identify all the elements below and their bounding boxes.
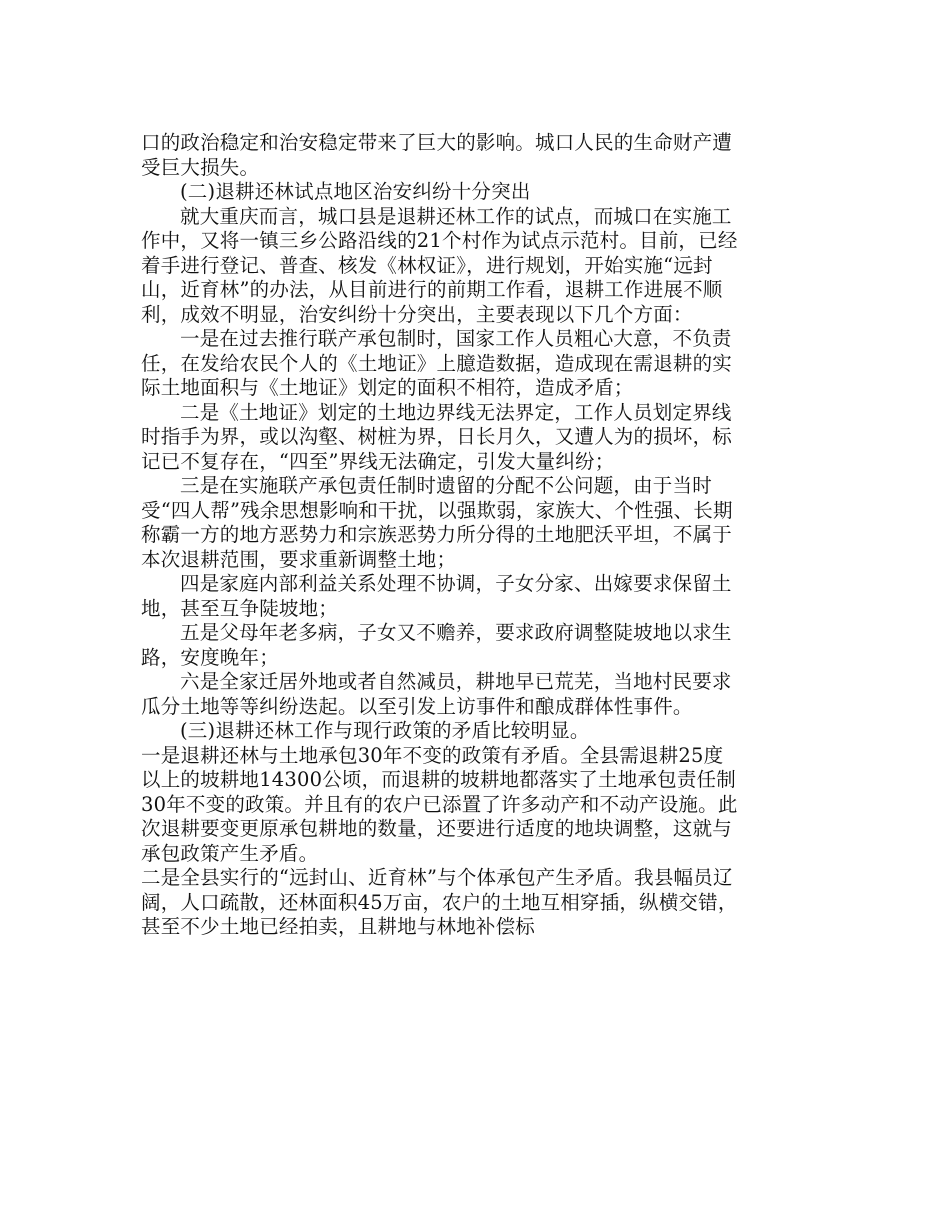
- section-heading-2: (二)退耕还林试点地区治安纠纷十分突出: [180, 180, 531, 203]
- paragraph-policy-1: 一是退耕还林与土地承包30年不变的政策有矛盾。全县需退耕25度以上的坡耕地14300公顷，而退耕的坡耕地都落实了土地承包责任制30年不变的政策。并且有的农户已添置了许多动产和不动产设施。此次退耕要变更原承包耕地的数量，还要进行适度的地块调整，这就与承包政策产生矛盾。: [141, 743, 738, 865]
- paragraph-continuation: 口的政治稳定和治安稳定带来了巨大的影响。城口人民的生命财产遭受巨大损失。: [141, 131, 733, 179]
- document-body: [141, 131, 741, 940]
- paragraph-point-4: 四是家庭内部利益关系处理不协调，子女分家、出嫁要求保留土地，甚至互争陡坡地；: [141, 572, 732, 620]
- paragraph-point-3: 三是在实施联产承包责任制时遗留的分配不公问题，由于当时受“四人帮”残余思想影响和干扰，以强欺弱，家族大、个性强、长期称霸一方的地方恶势力和宗族恶势力所分得的土地肥沃平坦，不属于本次退耕范围，要求重新调整土地；: [141, 474, 733, 571]
- section-heading-3: (三)退耕还林工作与现行政策的矛盾比较明显。: [180, 719, 590, 742]
- paragraph-point-6: 六是全家迁居外地或者自然减员，耕地早已荒芜，当地村民要求瓜分土地等等纠纷迭起。以至引发上访事件和酿成群体性事件。: [141, 670, 732, 718]
- paragraph-intro: 就大重庆而言，城口县是退耕还林工作的试点，而城口在实施工作中，又将一镇三乡公路沿线的21个村作为试点示范村。目前，已经着手进行登记、普查、核发《林权证》，进行规划，开始实施“远封山，近育林”的办法，从目前进行的前期工作看，退耕工作进展不顺利，成效不明显，治安纠纷十分突出，主要表现以下几个方面：: [141, 204, 738, 326]
- paragraph-point-5: 五是父母年老多病，子女又不赡养，要求政府调整陡坡地以求生路，安度晚年；: [141, 621, 732, 669]
- paragraph-policy-2: 二是全县实行的“远封山、近育林”与个体承包产生矛盾。我县幅员辽阔，人口疏散，还林面积45万亩，农户的土地互相穿插，纵横交错，甚至不少土地已经拍卖，且耕地与林地补偿标: [141, 866, 738, 938]
- paragraph-point-2: 二是《土地证》划定的土地边界线无法界定，工作人员划定界线时指手为界，或以沟壑、树桩为界，日长月久，又遭人为的损坏，标记已不复存在，“四至”界线无法确定，引发大量纠纷；: [141, 400, 733, 473]
- paragraph-point-1: 一是在过去推行联产承包制时，国家工作人员粗心大意，不负责任，在发给农民个人的《土地证》上臆造数据，造成现在需退耕的实际土地面积与《土地证》划定的面积不相符，造成矛盾；: [141, 327, 733, 399]
